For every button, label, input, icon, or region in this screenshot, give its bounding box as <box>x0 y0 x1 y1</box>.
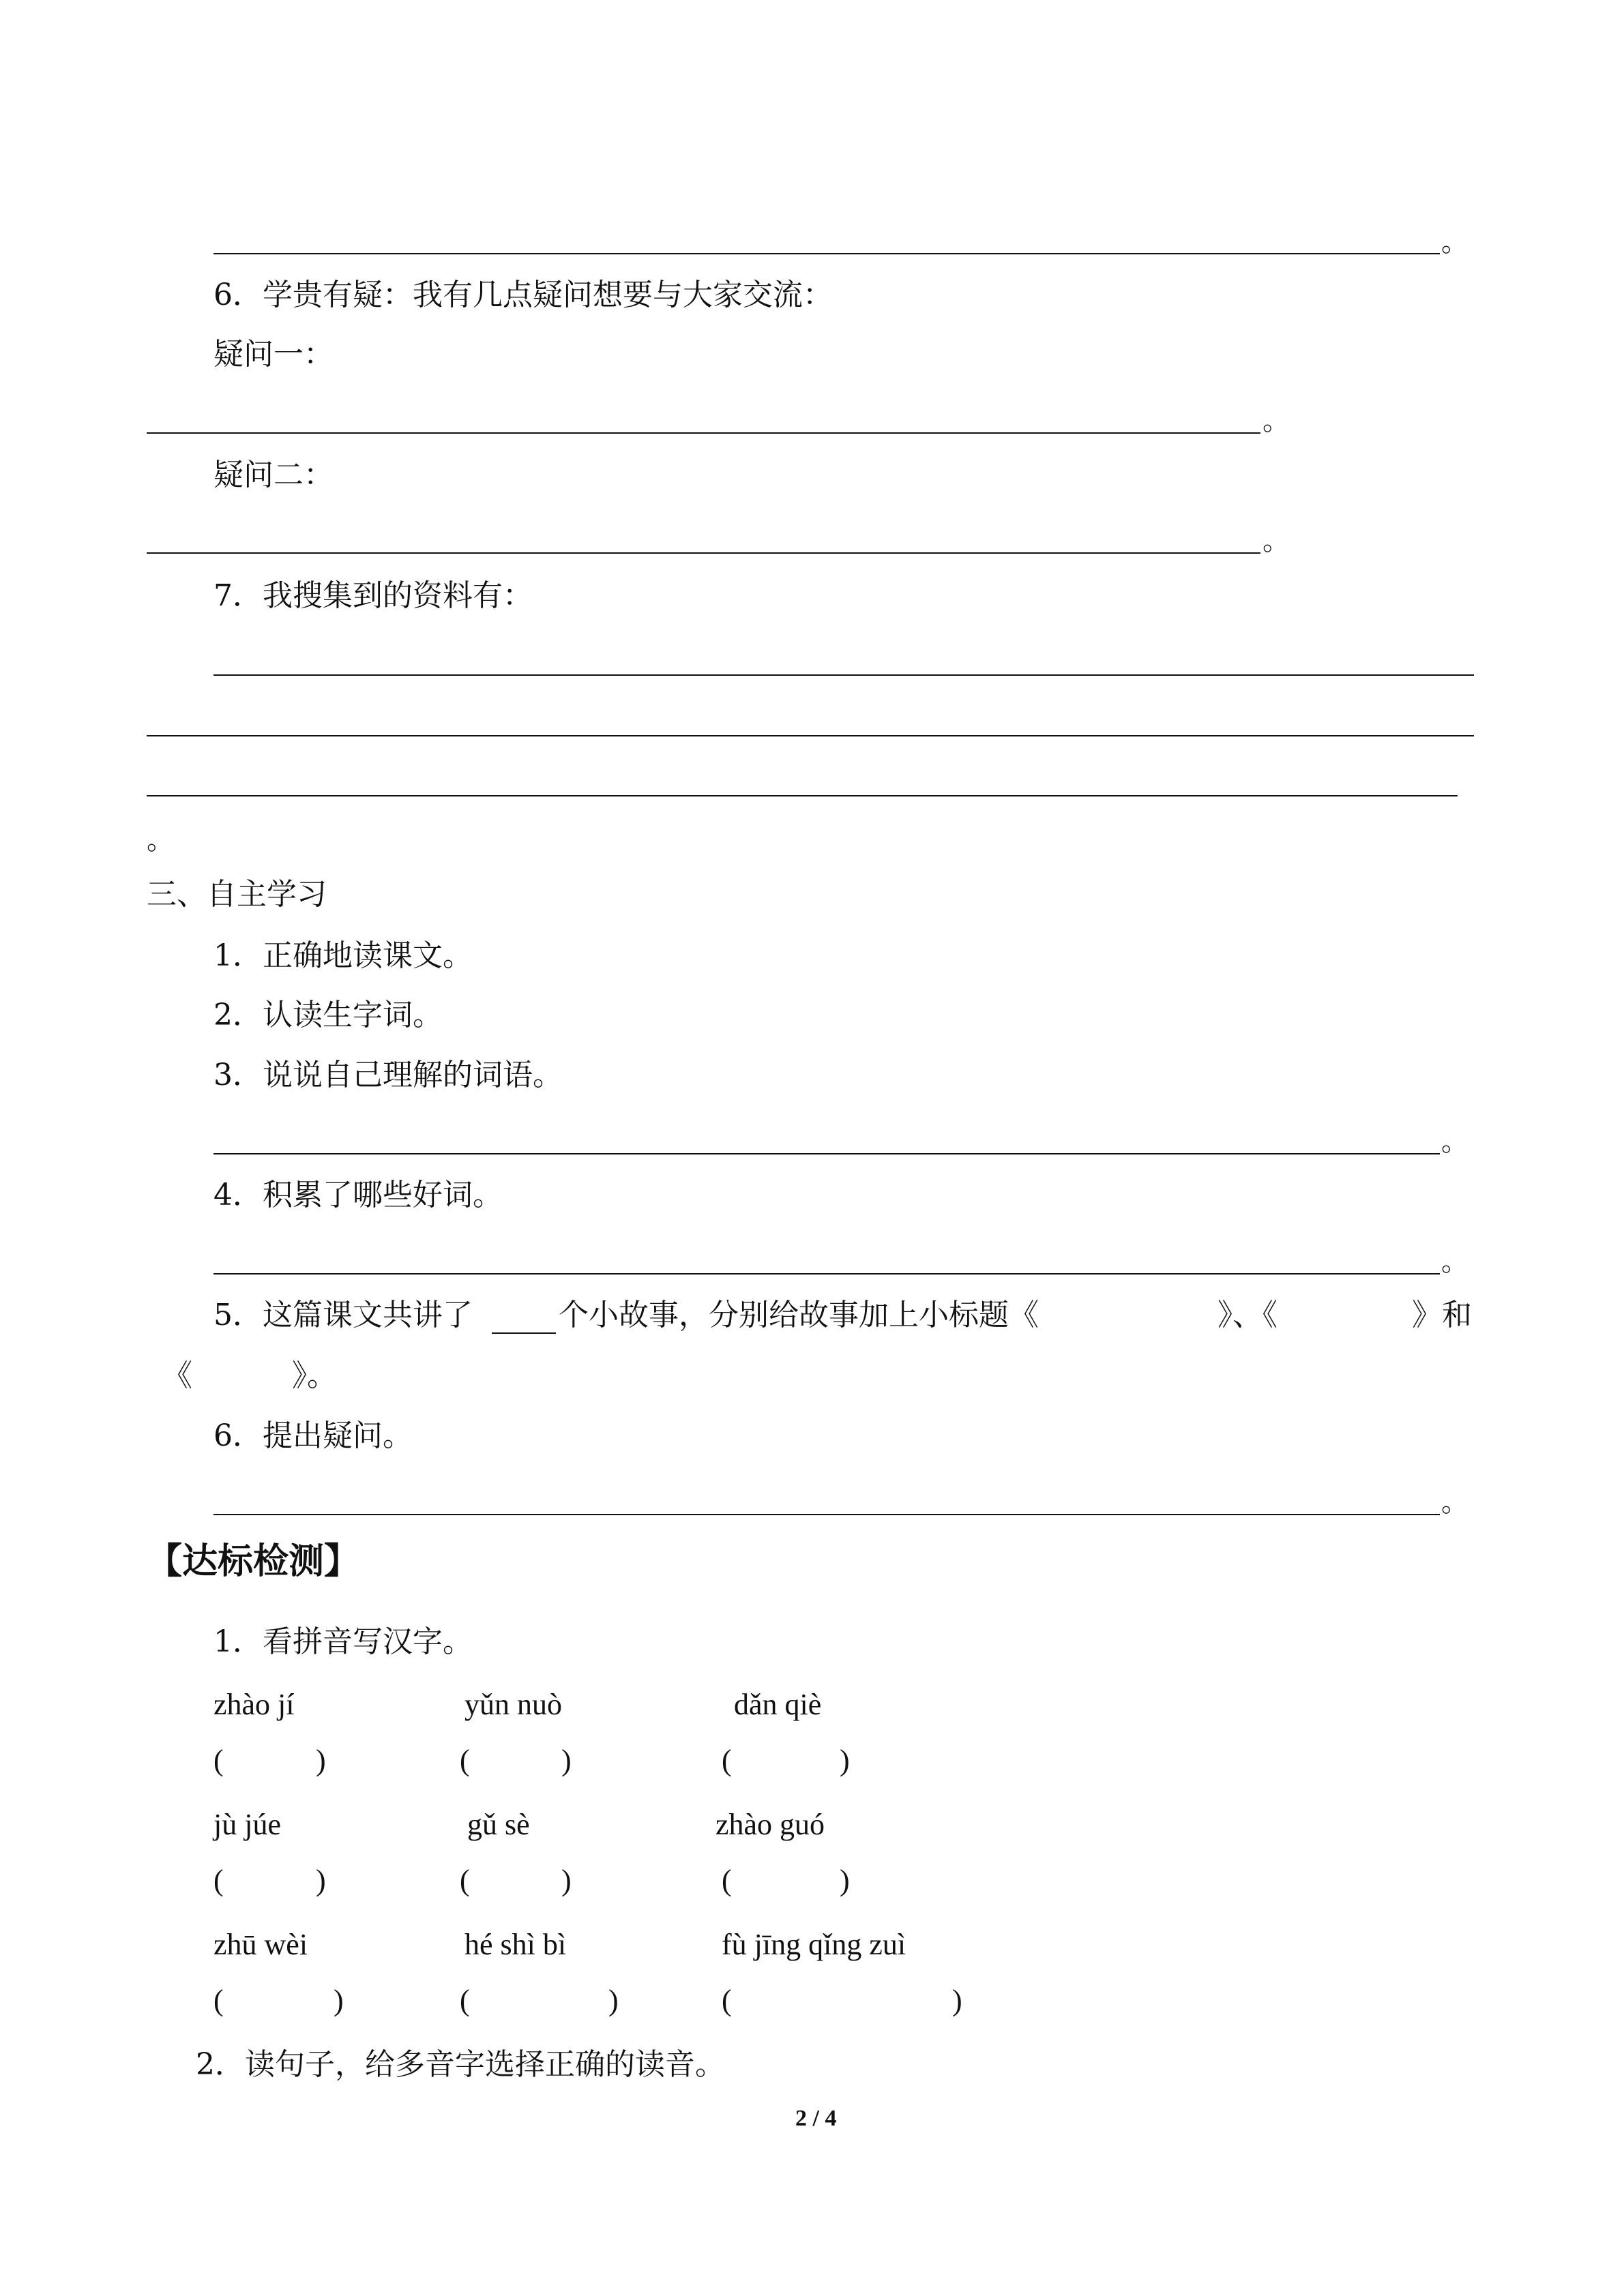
paren-open: ( <box>213 1744 224 1777</box>
paren-open: ( <box>460 1864 470 1897</box>
item-5-bracket-1: 》、《 <box>1217 1298 1278 1332</box>
pinyin-gu-se: gǔ sè <box>467 1808 530 1841</box>
section-3-item-2: 2．认读生字词。 <box>213 998 443 1032</box>
check-q1: 1．看拼音写汉字。 <box>213 1624 473 1659</box>
paren-close: ) <box>561 1864 572 1897</box>
materials-line-2[interactable] <box>147 735 1474 736</box>
period: 。 <box>1441 1246 1468 1277</box>
pinyin-zhao-guo: zhào guó <box>715 1808 825 1841</box>
paren-close: ) <box>316 1864 326 1897</box>
section-3-title: 三、自主学习 <box>147 877 327 912</box>
paren-close: ) <box>952 1984 962 2017</box>
pinyin-ju-jue: jù júe <box>213 1808 281 1841</box>
item-6-answer-line[interactable] <box>213 1514 1440 1515</box>
paren-close: ) <box>316 1744 326 1777</box>
paren-close: ) <box>561 1744 572 1777</box>
paren-close: ) <box>840 1864 850 1897</box>
pinyin-dan-qie: dǎn qiè <box>734 1688 822 1721</box>
doubt-1-line[interactable] <box>147 432 1260 434</box>
doubt-2-line[interactable] <box>147 552 1260 554</box>
paren-close: ) <box>334 1984 344 2017</box>
paren-close: ) <box>608 1984 619 2017</box>
pinyin-zhao-ji: zhào jí <box>213 1688 295 1721</box>
paren-close: ) <box>840 1744 850 1777</box>
story-count-blank[interactable] <box>492 1332 556 1334</box>
pinyin-he-shi-bi: hé shì bì <box>464 1928 567 1961</box>
page-number: 2 / 4 <box>795 2106 837 2131</box>
period: 。 <box>1263 525 1290 556</box>
doubt-1-label: 疑问一： <box>213 337 334 372</box>
materials-line-1[interactable] <box>213 674 1474 676</box>
period: 。 <box>147 824 174 856</box>
item-5-line2-open: 《 <box>162 1358 192 1393</box>
period: 。 <box>1441 1487 1468 1518</box>
item-3-answer-line[interactable] <box>213 1153 1440 1154</box>
paren-open: ( <box>460 1744 470 1777</box>
item-4-answer-line[interactable] <box>213 1273 1440 1274</box>
materials-line-3[interactable] <box>147 795 1458 796</box>
item-5-middle: 个小故事，分别给故事加上小标题《 <box>559 1298 1039 1332</box>
period: 。 <box>1263 405 1290 436</box>
paren-open: ( <box>722 1864 732 1897</box>
section-3-item-4: 4．积累了哪些好词。 <box>213 1178 503 1212</box>
item-7-question: 7．我搜集到的资料有： <box>213 578 533 613</box>
paren-open: ( <box>722 1744 732 1777</box>
pinyin-zhu-wei: zhū wèi <box>213 1928 308 1961</box>
section-3-item-1: 1．正确地读课文。 <box>213 938 473 973</box>
check-heading: 【达标检测】 <box>147 1540 360 1582</box>
item-5-line2-close: 》。 <box>292 1358 337 1393</box>
pinyin-fu-jing-qing-zui: fù jīng qǐng zuì <box>722 1928 906 1961</box>
paren-open: ( <box>460 1984 470 2017</box>
pinyin-yun-nuo: yǔn nuò <box>464 1688 562 1721</box>
period: 。 <box>1441 1126 1468 1157</box>
paren-open: ( <box>213 1984 224 2017</box>
doubt-2-label: 疑问二： <box>213 458 334 492</box>
paren-open: ( <box>213 1864 224 1897</box>
section-3-item-3: 3．说说自己理解的词语。 <box>213 1058 563 1092</box>
period: 。 <box>1441 226 1468 258</box>
check-q2: 2．读句子，给多音字选择正确的读音。 <box>196 2047 725 2082</box>
paren-open: ( <box>722 1984 732 2017</box>
answer-line[interactable] <box>213 253 1440 254</box>
section-3-item-6: 6．提出疑问。 <box>213 1418 413 1453</box>
item-5-bracket-2: 》和 <box>1412 1298 1472 1332</box>
item-6-question: 6．学贵有疑：我有几点疑问想要与大家交流： <box>213 278 833 312</box>
item-5-prefix: 5．这篇课文共讲了 <box>213 1298 473 1332</box>
